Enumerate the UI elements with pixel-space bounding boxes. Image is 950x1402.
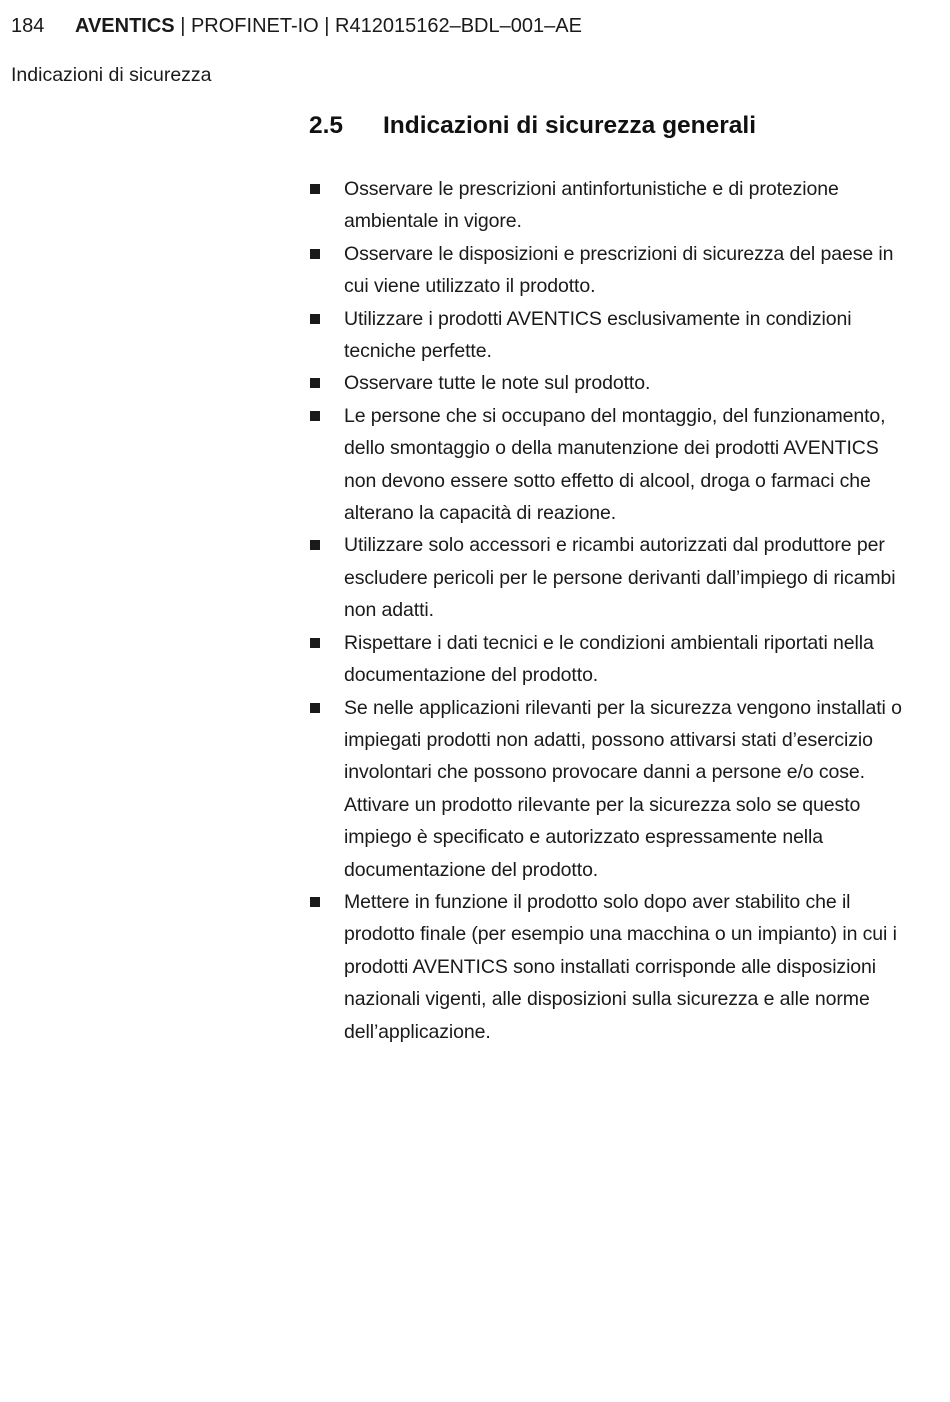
list-item-text: Mettere in funzione il prodotto solo dopo aver stabilito che il prodotto finale (per esempio una macchina o un impianto) in cui i prodotti AVENTICS sono installati corrisponde alle disposizioni nazionali vigenti, alle disposizioni sulla sicurezza e alle norme dell’applicazione.	[344, 890, 897, 1043]
chapter-label: Indicazioni di sicurezza	[11, 64, 212, 86]
list-item	[309, 692, 909, 886]
list-item-text: Se nelle applicazioni rilevanti per la sicurezza vengono installati o impiegati prodotti non adatti, possono attivarsi stati d’esercizio involontari che possono provocare danni a persone e/o cose. Attivare un prodotto rilevante per la sicurezza solo se questo impiego è specificato e autorizzato espressamente nella documentazione del prodotto.	[344, 696, 902, 881]
square-bullet-icon	[310, 897, 320, 907]
page-header	[11, 12, 582, 40]
product-reference: PROFINET-IO | R412015162–BDL–001–AE	[190, 15, 582, 37]
list-item	[309, 529, 909, 626]
section-title: Indicazioni di sicurezza generali	[383, 112, 757, 139]
list-item	[309, 400, 909, 530]
list-item	[309, 303, 909, 368]
square-bullet-icon	[310, 249, 320, 259]
list-item-text: Le persone che si occupano del montaggio, del funzionamento, dello smontaggio o della manutenzione dei prodotti AVENTICS non devono essere sotto effetto di alcool, droga o farmaci che alterano la capacità di reazione.	[344, 404, 886, 525]
list-item-text: Rispettare i dati tecnici e le condizioni ambientali riportati nella documentazione del prodotto.	[344, 631, 874, 687]
list-item-text: Utilizzare i prodotti AVENTICS esclusivamente in condizioni tecniche perfette.	[344, 307, 852, 363]
list-item-text: Osservare le disposizioni e prescrizioni di sicurezza del paese in cui viene utilizzato il prodotto.	[344, 242, 894, 298]
square-bullet-icon	[310, 638, 320, 648]
list-item	[309, 173, 909, 238]
square-bullet-icon	[310, 314, 320, 324]
page-number: 184	[11, 15, 45, 37]
square-bullet-icon	[310, 540, 320, 550]
square-bullet-icon	[310, 411, 320, 421]
section-heading	[309, 110, 756, 142]
list-item	[309, 238, 909, 303]
list-item-text: Osservare tutte le note sul prodotto.	[344, 372, 651, 395]
list-item	[309, 367, 909, 399]
square-bullet-icon	[310, 378, 320, 388]
list-item	[309, 886, 909, 1048]
brand-name: AVENTICS	[75, 15, 175, 37]
list-item	[309, 627, 909, 692]
section-number: 2.5	[309, 112, 344, 139]
list-item-text: Utilizzare solo accessori e ricambi autorizzati dal produttore per escludere pericoli per le persone derivanti dall’impiego di ricambi non adatti.	[344, 534, 896, 622]
list-item-text: Osservare le prescrizioni antinfortunistiche e di protezione ambientale in vigore.	[344, 178, 839, 233]
square-bullet-icon	[310, 703, 320, 713]
square-bullet-icon	[310, 184, 320, 194]
header-separator: |	[174, 15, 191, 37]
safety-instructions-list	[309, 173, 909, 1048]
